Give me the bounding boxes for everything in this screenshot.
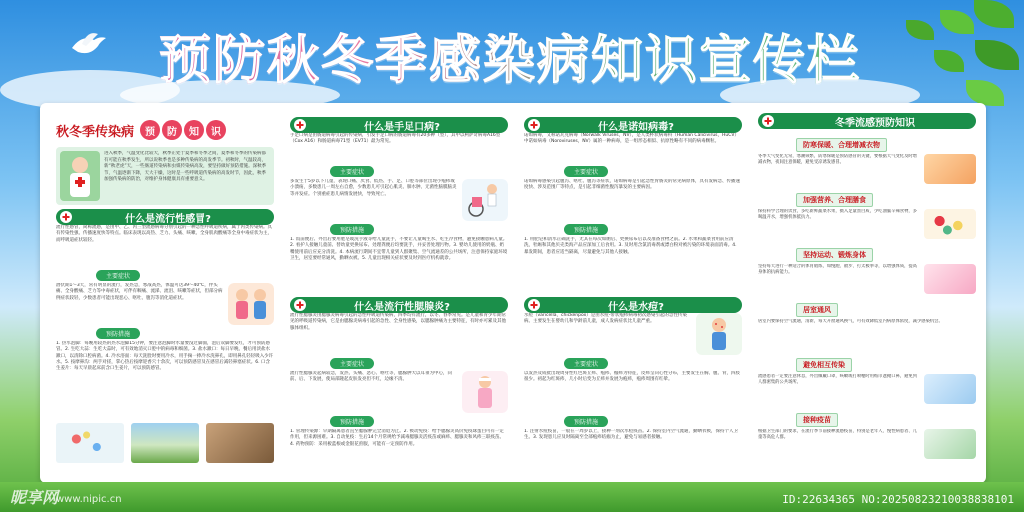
child-illustration — [696, 313, 742, 355]
tip-text: 保持科学合理的饮食，多吃新鲜蔬菜水果，摄入足量蛋白质，少吃油腻辛辣食物，多喝温开水，增强机体抵抗力。 — [758, 209, 917, 220]
section-title: 什么是诺如病毒? — [598, 121, 674, 133]
prevention-text: 1. 管理传染源：早期隔离患者直至腮腺肿完全消退为止。2. 被动免疫：给予腮腺炎高价免疫球蛋白可有一定作用，但来源困难。3. 自动免疫：生后14个月常规给予减毒腮腺炎活疫苗或麻疹、腮腺炎和风疹三联疫苗。4. 药物预防：采用板蓝根或金银花煎服，可能有一定预防作用。 — [290, 429, 504, 447]
section-text: 手足口病是由肠道病毒引起的传染病，引发手足口病的肠道病毒有20多种（型），其中以柯萨奇病毒A16型（Cox A16）和肠道病毒71型（EV71）最为常见。 — [290, 133, 501, 145]
tip-heading: 避免相互传染 — [796, 358, 852, 372]
tip-item — [758, 297, 976, 349]
section-text: 流行性腮腺炎由腮腺炎病毒引起的急性呼吸道传染病，四季均有流行，以冬、春季常见。是儿童和青少年期常见的呼吸道传染病，它是由腮腺炎病毒引起的急性、全身性感染，以腮腺肿痛为主要特征，有时亦可累及其他腺体组织。 — [290, 313, 506, 331]
symptoms-label: 主要症状 — [96, 270, 140, 281]
tip-heading: 防寒保暖、合理增减衣物 — [796, 138, 887, 152]
medical-cross-icon — [294, 119, 306, 131]
column-seasonal-diseases — [56, 113, 274, 475]
section-text: 诺如病毒，又称诺瓦克病毒（Norwalk Viruses，NV），是人类杯状病毒科（Human Calicivirus，HuCV）中诺如病毒（Noroviruses，NV）属的一种病毒，是一组形态相似、抗原性略有不同的病毒颗粒。 — [524, 133, 739, 145]
warm-clothes-illustration — [924, 154, 976, 184]
badge-char: 防 — [162, 120, 182, 140]
field-photo — [131, 423, 199, 463]
tip-item — [758, 187, 976, 239]
doctor-illustration — [60, 151, 100, 201]
prevention-label: 预防措施 — [96, 328, 140, 339]
section-header-norovirus — [524, 117, 742, 133]
section-title: 什么是水痘? — [608, 301, 664, 313]
symptoms-text: 潜伏期1～3天，常有明显的流行，发热急，寒战高热，体温可达39～40℃，伴头痛、全身酸痛、乏力等中毒症状，可伴有咽痛、流涕、流泪、咳嗽等症状，但部分病例症状较轻，少数患者可能出现恶心、呕吐、腹泻等消化道症状。 — [56, 283, 223, 301]
prevention-label: 预防措施 — [564, 224, 608, 235]
section-title: 什么是流行性感冒? — [125, 213, 211, 225]
section-title: 什么是手足口病? — [364, 121, 440, 133]
symptoms-text: 以发热及成批出现周身性红色斑丘疹、疱疹、痂疹为特征，皮疹呈向心性分布，主要发生在胸、腹、背，四肢很少。初起为红斑疹，几小时后变为丘疹并发展为疱疹，疱疹周围有红晕。 — [524, 371, 740, 383]
tip-heading: 接种疫苗 — [796, 413, 838, 427]
symptoms-label: 主要症状 — [330, 166, 374, 177]
section-header-winter-flu — [758, 113, 976, 129]
prevention-label: 预防措施 — [564, 416, 608, 427]
nurse-illustration — [462, 371, 508, 413]
section-header-mumps — [290, 297, 508, 313]
person-photo — [206, 423, 274, 463]
badge-row — [140, 120, 228, 140]
symptoms-text: 多发生于5岁以下儿童，表现口痛、厌食、低热、手、足、口腔等部位出现小疱疹或小溃疡，多数患儿一周左右自愈，少数患儿可引起心肌炎、肺水肿、无菌性脑膜脑炎等并发症。个别重症患儿病情发展快，导致死亡。 — [290, 179, 457, 197]
prevention-label: 预防措施 — [330, 416, 374, 427]
photo-row — [56, 423, 274, 463]
vaccine-illustration — [924, 429, 976, 459]
tip-text: 流感患者一定要注意休息，外出佩戴口罩，咳嗽或打喷嚏时用纸巾遮掩口鼻，避免到人群密集的公共场所。 — [758, 374, 917, 385]
section-header-flu — [56, 209, 274, 225]
symptoms-label: 主要症状 — [330, 358, 374, 369]
column-winter-flu — [758, 113, 976, 475]
badge-char: 知 — [184, 120, 204, 140]
section-header-chickenpox — [524, 297, 742, 313]
column-norovirus-chickenpox — [524, 113, 742, 475]
watermark-logo: 昵享网 — [10, 488, 59, 507]
section-title: 什么是流行性腮腺炎? — [354, 301, 450, 313]
section-text: 流行性感冒，简称流感，是由甲、乙、丙三型流感病毒分别引起的一种急性呼吸道疾病，属于丙类传染病。具有传染性强、传播速度快等特点。临床表现以高热、乏力、头痛、咳嗽、全身肌肉酸痛等全身中毒症状为主，而呼吸道症状较轻。 — [56, 225, 272, 243]
watermark-url: www.nipic.cn — [56, 494, 122, 505]
prevention-label: 预防措施 — [330, 224, 374, 235]
medical-cross-icon — [294, 299, 306, 311]
season-title: 秋冬季传染病 — [56, 124, 135, 140]
tip-text: 冬季天气变化无常，寒潮频繁，防寒保暖是预防感冒的关键，要根据天气变化及时增减衣物，夜间注意保暖，避免受凉诱发感冒。 — [758, 154, 917, 165]
section-text: 水痘（varicella，chickenpox）是由水痘-带状疱疹病毒初次感染引起的急性传染病。主要发生在婴幼儿和学龄前儿童，成人发病症状比儿童严重。 — [524, 313, 687, 325]
section-title: 冬季流感预防知识 — [835, 117, 915, 129]
page-title: 预防秋冬季感染病知识宣传栏 — [110, 18, 910, 93]
pills-photo — [56, 423, 124, 463]
symptoms-label: 主要症状 — [564, 358, 608, 369]
tip-text: 居室内要保持空气流通，清新，每天开窗通风换气，可有效降低室内病原体浓度，减少感染机会。 — [758, 319, 943, 324]
badge-char: 识 — [206, 120, 226, 140]
exercise-illustration — [924, 264, 976, 294]
symptoms-text: 诺如病毒感染引起腹泻、呕吐、腹泻等症状，诺如病毒是引起急性胃肠炎的常见病原体，具有发病急、传播速度快、涉及范围广等特点，是引起非细菌性腹泻暴发的主要病因。 — [524, 179, 740, 191]
tip-text: 根据卫生部门的要求，在流行季节前接种流感疫苗，特别是老年人、慢性病患者、儿童等高危人群。 — [758, 429, 917, 440]
prevention-text: 1. 用肥皂和清水正确洗手，尤其在每次如厕后、更换尿布后以及准备食物之前。2. 水果和蔬菜食用前应清洗，牡蛎和其他贝壳类海产品应深加工后食用。3. 及时用含氯消毒剂或漂白粉对被污染的环境表面消毒。4. 暴发期间，患者应适当隔离，尽量避免与其他人接触。 — [524, 237, 737, 255]
season-header — [56, 113, 274, 147]
section-header-hfmd — [290, 117, 508, 133]
tip-item — [758, 132, 976, 184]
prevention-text: 1. 饭前便后、外出后要用肥皂或洗手液等给儿童洗手，不要让儿童喝生水、吃生冷食物，避免接触患病儿童。2. 看护人接触儿童前、替幼童更换尿布、处理粪便后均要洗手，并妥善处理污物。3. 婴幼儿使用的奶瓶、奶嘴使用前后应充分清洗。4. 本病流行期间不宜带儿童到人群聚集、空气流通差的公共场所，注意保持家庭环境卫生，居室要经常通风，勤晒衣被。5. 儿童出现相关症状要及时到医疗机构就诊。 — [290, 237, 508, 261]
tip-item — [758, 352, 976, 404]
bulletin-board — [40, 103, 986, 483]
watermark-id: ID:22634365 NO:20250823210038838101 — [782, 493, 1014, 506]
symptoms-label: 主要症状 — [564, 166, 608, 177]
medical-cross-icon — [528, 119, 540, 131]
wheelchair-illustration — [462, 179, 508, 221]
medical-cross-icon — [528, 299, 540, 311]
sick-child-illustration — [924, 374, 976, 404]
tip-item — [758, 242, 976, 294]
tip-heading: 居室通风 — [796, 303, 838, 317]
tip-text: 坚持每天进行一种适合的体育锻炼，如慢跑、散步、打太极拳等，以增强体质，提高身体的抗病能力。 — [758, 264, 917, 275]
symptoms-text: 流行性腮腺炎起病较急，发热、头痛、恶心、呕吐等，腮腺肿大以耳垂为中心，向前、后、下发展，使局部隆起皮肤发亮但不红，边缘不清。 — [290, 371, 452, 383]
tip-item — [758, 407, 976, 459]
column-hfmd-mumps — [290, 113, 508, 475]
medical-cross-icon — [60, 211, 72, 223]
tip-heading: 坚持运动、锻炼身体 — [796, 248, 873, 262]
intro-box — [56, 147, 274, 205]
prevention-text: 1. 注射水痘疫苗，一般在一周岁以上，接种一剂次水痘疫苗。2. 保持室内空气流通，勤晒衣被，保持个人卫生。3. 发现患儿应及时隔离至全部疱疹结痂为止，避免与易感者接触。 — [524, 429, 738, 441]
intro-text: 进入秋季，气温变化比较大，秋季正处于夏季和冬季之间，夏季和冬季的传染病都有可能在秋季发生，所以说秋季也是多种传染病的高发季节。初秋时，气温较高，新“秋老虎”天，一些肠道传染病和虫媒传染病高发，要坚持做好预防措施。深秋季节，气温逐渐下降，天大干燥，这时是一些呼吸道传染病的高发时节，因此，秋季加强传染病的防治，对维护身体健康具有重要意义。 — [104, 151, 267, 182]
badge-char: 预 — [140, 120, 160, 140]
medical-cross-icon — [762, 115, 774, 127]
food-illustration — [924, 209, 976, 239]
dove-icon — [68, 30, 108, 60]
prevention-text: 1. 热水泡脚：每晚用较热的热水泡脚15分钟，要注意泡脚时水量要没过脚面，泡后双脚要发红，才可预防感冒。2. 生吃大蒜：生吃大蒜时，可有效地消灭口腔中的病毒和细菌。3. 盐水漱口：每日早晚、餐后用淡盐水漱口，以清除口腔病菌。4. 冷水浴面：每天洗脸时要用冷水，用手掬一捧冷水洗鼻孔，即用鼻孔轻轻吸入少许水。5. 按摩鼻沟：两手对搓，掌心热后按摩迎香穴十余次，可以预防感冒及在感冒后减轻鼻塞症状。6. 口含生姜片：每天早晨起床前含口生姜片，可以预防感冒。 — [56, 341, 274, 372]
tip-heading: 加强营养、合理膳食 — [796, 193, 873, 207]
sick-people-illustration — [228, 283, 274, 325]
